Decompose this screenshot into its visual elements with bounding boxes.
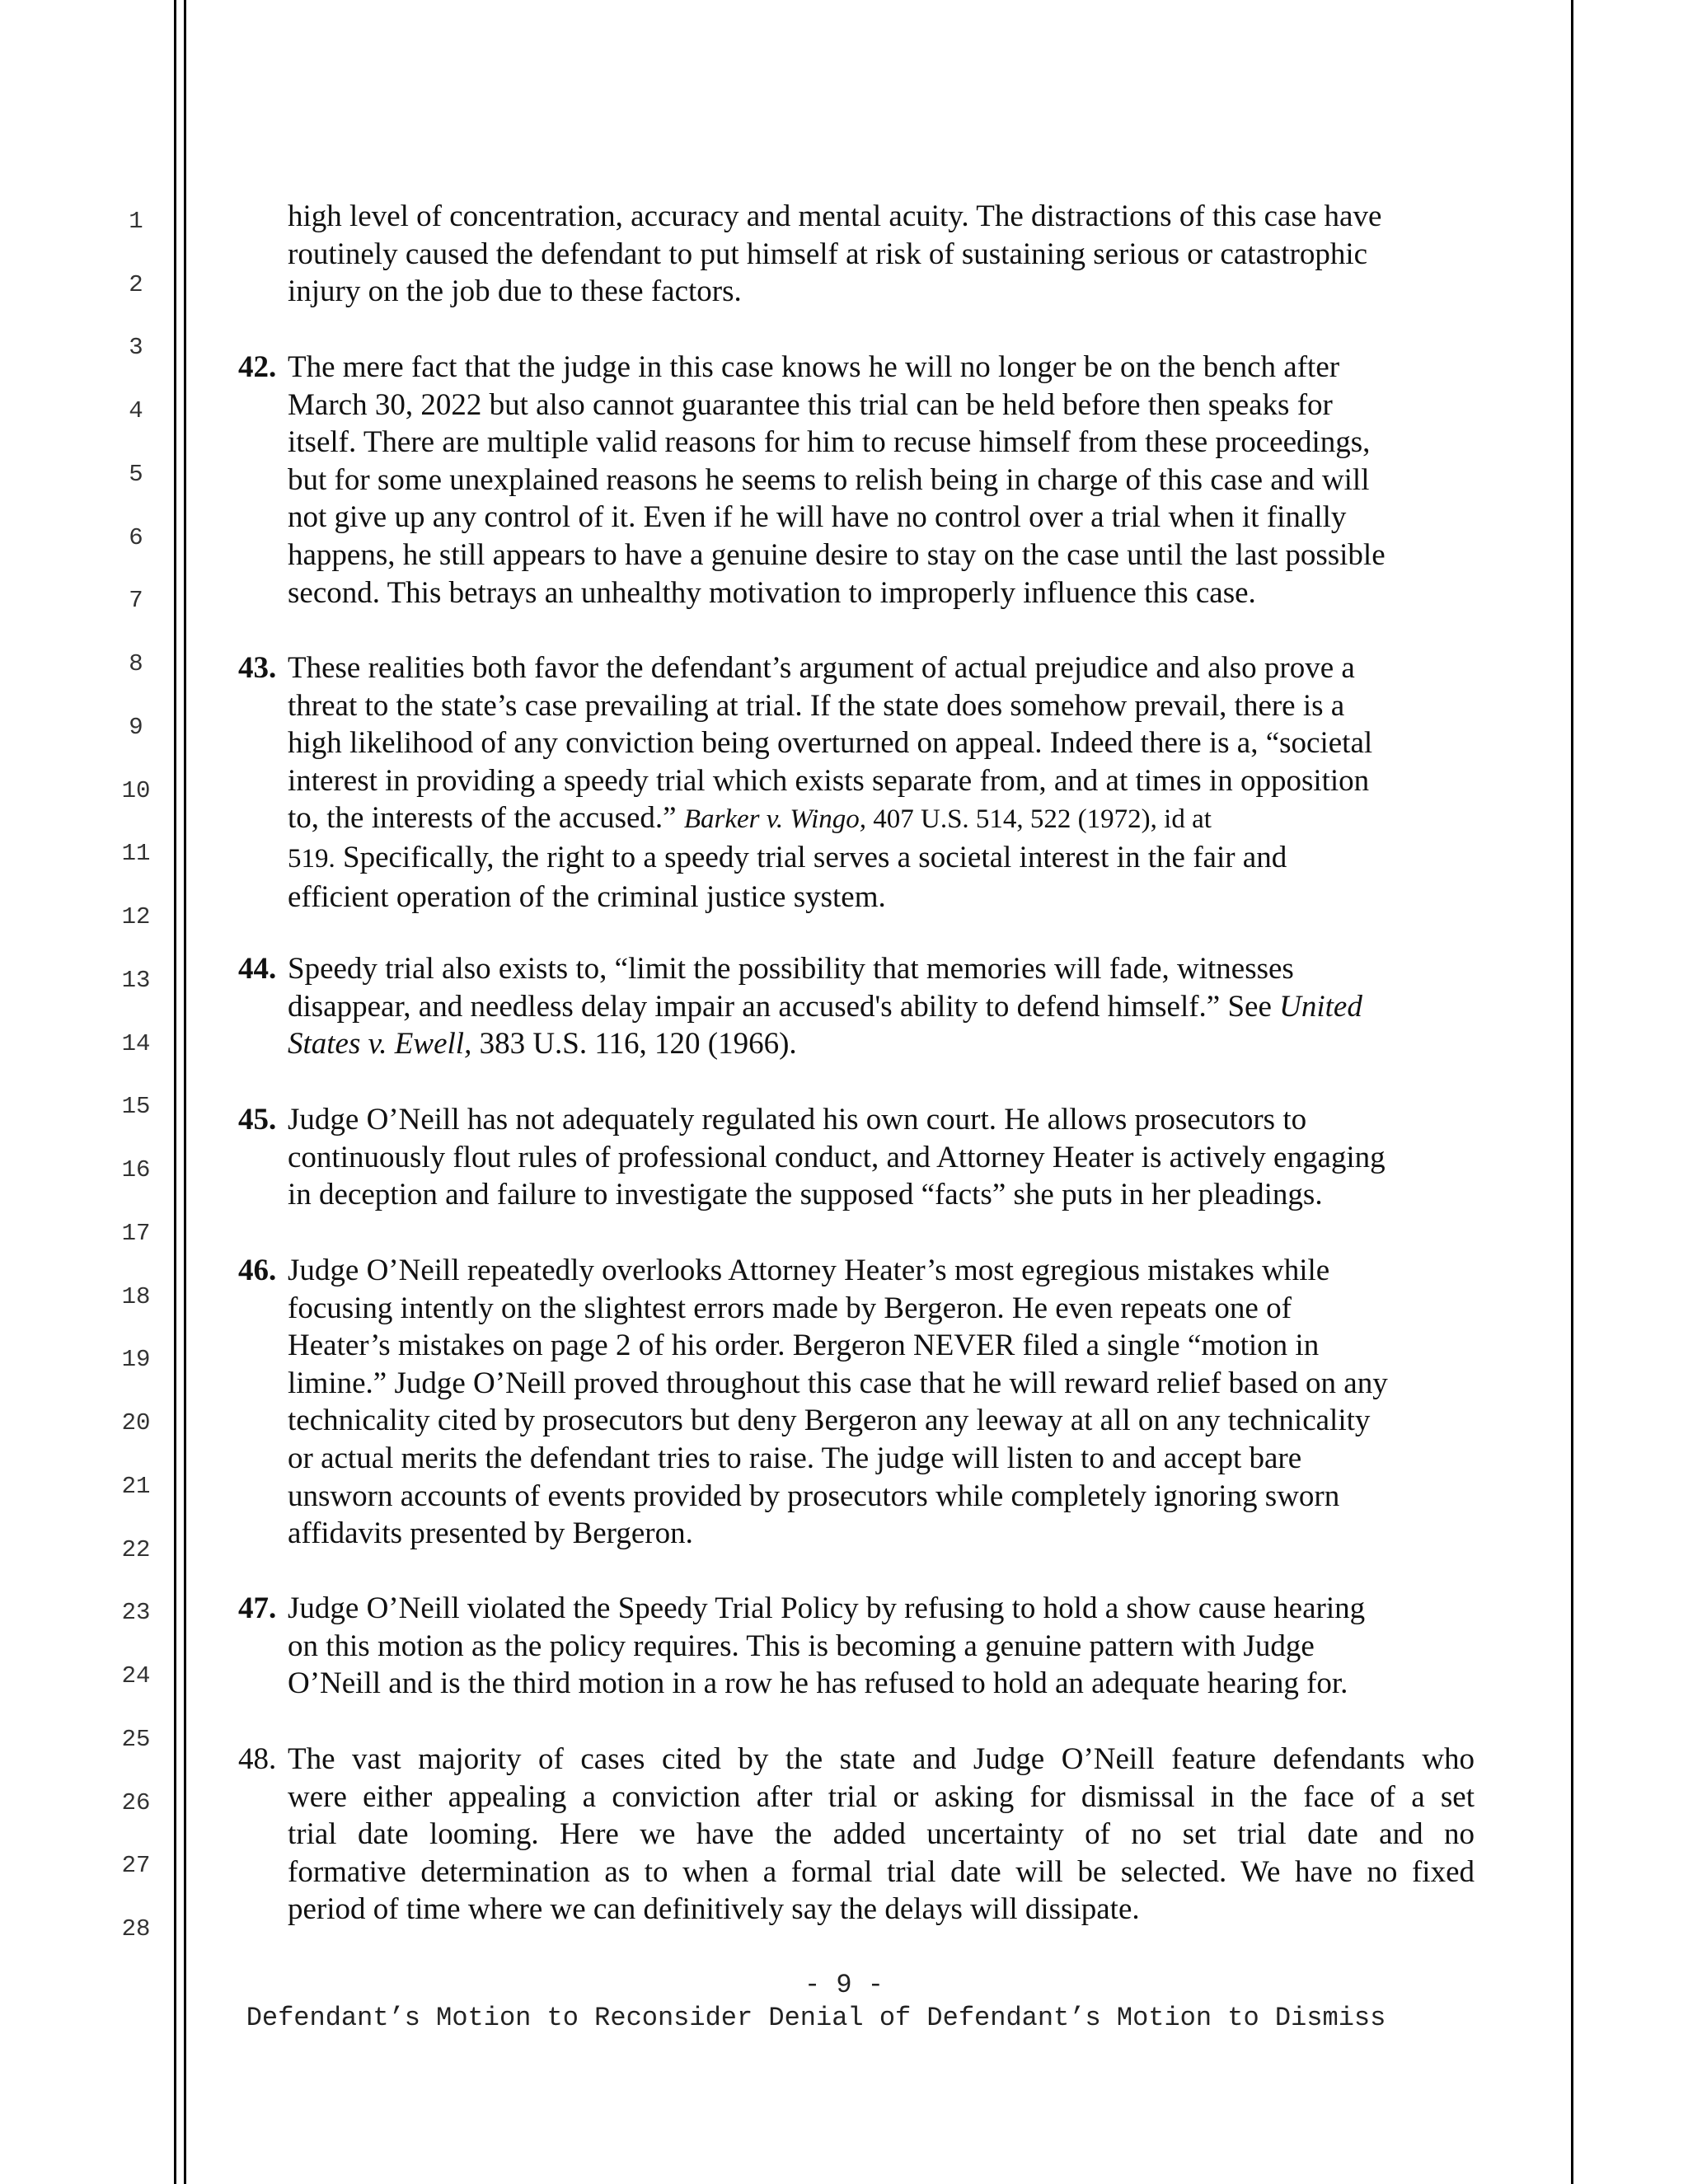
text-line: happens, he still appears to have a genuine desire to stay on the case until the last possible [288,537,1386,572]
left-margin-rule-outer [174,0,176,2184]
text-line: formative determination as to when a formal trial date will be selected. We have no fixed [288,1854,1475,1889]
line-number: 20 [121,1409,151,1436]
paragraph-42 [238,349,1475,612]
line-number: 25 [121,1726,151,1753]
text-line: technicality cited by prosecutors but deny Bergeron any leeway at all on any technicality [288,1404,1371,1438]
left-margin-rule-inner [184,0,186,2184]
line-number: 23 [121,1599,151,1626]
line-number: 12 [121,903,151,930]
text-line: routinely caused the defendant to put himself at risk of sustaining serious or catastrophic [288,237,1368,271]
line-number: 6 [129,524,143,551]
line-number: 5 [129,461,143,488]
case-citation: 407 U.S. 514, 522 (1972), id at [866,804,1212,835]
paragraph-number: 45. [238,1103,277,1137]
text-line: interest in providing a speedy trial which exists separate from, and at times in opposition [288,763,1370,798]
text-line: high likelihood of any conviction being overturned on appeal. Indeed there is a, “societal [288,726,1373,761]
paragraph-number: 46. [238,1254,277,1287]
line-number: 14 [121,1030,151,1057]
continuation-paragraph [238,198,1475,311]
line-number: 2 [129,271,143,298]
text-line: itself. There are multiple valid reasons for him to recuse himself from these proceedings, [288,425,1371,460]
body-text: Specifically, the right to a speedy trial serves a societal interest in the fair and [335,840,1287,874]
text-line: The mere fact that the judge in this case knows he will no longer be on the bench after [288,350,1340,384]
line-number: 11 [121,840,151,867]
paragraph-45 [238,1101,1475,1214]
line-number: 8 [129,650,143,677]
text-line: not give up any control of it. Even if he will have no control over a trial when it finally [288,500,1347,535]
line-number: 27 [121,1852,151,1879]
text-line: Judge O’Neill violated the Speedy Trial Policy by refusing to hold a show cause hearing [288,1591,1366,1625]
line-number: 9 [129,714,143,741]
document-footer-title: Defendant’s Motion to Reconsider Denial of Defendant’s Motion to Dismiss [246,2003,1386,2033]
text-line [238,839,1475,879]
paragraph-number: 44. [238,952,277,986]
case-citation: 519. [288,843,335,874]
paragraph-48 [238,1741,1475,1929]
text-line: Heater’s mistakes on page 2 of his order. Bergeron NEVER filed a single “motion in [288,1329,1320,1363]
line-number: 10 [121,777,151,804]
line-number: 28 [121,1915,151,1943]
text-line: trial date looming. Here we have the added uncertainty of no set trial date and no [288,1817,1475,1852]
text-line: were either appealing a conviction after trial or asking for dismissal in the face of a set [288,1779,1475,1814]
line-number: 1 [129,208,143,235]
text-line: March 30, 2022 but also cannot guarantee this trial can be held before then speaks for [288,387,1333,422]
line-number: 19 [121,1346,151,1373]
text-line: injury on the job due to these factors. [288,274,742,309]
text-line: period of time where we can definitively say the delays will dissipate. [288,1892,1140,1927]
text-line: but for some unexplained reasons he seems to relish being in charge of this case and will [288,462,1370,497]
case-name: States v. Ewell, [288,1027,472,1062]
quote-text: to, the interests of the accused.” [288,801,684,836]
line-number: 7 [129,587,143,614]
text-line: These realities both favor the defendant’s argument of actual prejudice and also prove a [288,651,1355,685]
text-line: continuously flout rules of professional conduct, and Attorney Heater is actively engaging [288,1140,1386,1174]
case-name: United [1279,989,1362,1024]
text-line: threat to the state’s case prevailing at trial. If the state does somehow prevail, there is a [288,688,1345,723]
line-number: 26 [121,1789,151,1816]
text-line: The vast majority of cases cited by the state and Judge O’Neill feature defendants who [288,1742,1475,1776]
text-line: or actual merits the defendant tries to raise. The judge will listen to and accept bare [288,1441,1302,1475]
text-line: affidavits presented by Bergeron. [288,1516,693,1551]
paragraph-46 [238,1252,1475,1553]
paragraph-number: 47. [238,1591,277,1625]
line-number: 17 [121,1220,151,1247]
text-line: on this motion as the policy requires. This is becoming a genuine pattern with Judge [288,1629,1315,1663]
text-line: second. This betrays an unhealthy motivation to improperly influence this case. [288,575,1256,610]
paragraph-number: 48. [238,1742,277,1776]
paragraph-44 [238,950,1475,1063]
line-number: 13 [121,967,151,994]
text-line: efficient operation of the criminal justice system. [288,879,886,914]
text-line [238,988,1475,1026]
paragraph-47 [238,1590,1475,1703]
line-number: 15 [121,1093,151,1120]
text-line: focusing intently on the slightest errors made by Bergeron. He even repeats one of [288,1291,1292,1325]
page-number: - 9 - [804,1970,884,2000]
text-line [238,799,1475,839]
text-line: high level of concentration, accuracy and mental acuity. The distractions of this case have [288,199,1382,233]
paragraph-43 [238,649,1475,916]
paragraph-number: 43. [238,651,277,685]
text-line: unsworn accounts of events provided by prosecutors while completely ignoring sworn [288,1479,1340,1513]
line-number: 21 [121,1473,151,1500]
body-text: disappear, and needless delay impair an accused's ability to defend himself.” See [288,989,1280,1024]
line-number: 16 [121,1156,151,1183]
text-line [238,1025,1475,1063]
line-number: 22 [121,1536,151,1563]
case-citation: 383 U.S. 116, 120 (1966). [471,1027,797,1062]
text-line: Judge O’Neill repeatedly overlooks Attorney Heater’s most egregious mistakes while [288,1254,1330,1287]
line-number: 4 [129,397,143,424]
line-number: 18 [121,1283,151,1310]
case-name: Barker v. Wingo, [683,804,866,835]
line-number: 24 [121,1662,151,1690]
text-line: O’Neill and is the third motion in a row he has refused to hold an adequate hearing for. [288,1666,1348,1701]
line-number: 3 [129,334,143,361]
text-line: Speedy trial also exists to, “limit the possibility that memories will fade, witnesses [288,952,1294,986]
text-line: limine.” Judge O’Neill proved throughout this case that he will reward relief based on any [288,1366,1388,1400]
paragraph-number: 42. [238,350,277,384]
right-margin-rule [1571,0,1573,2184]
text-line: Judge O’Neill has not adequately regulated his own court. He allows prosecutors to [288,1103,1307,1137]
text-line: in deception and failure to investigate the supposed “facts” she puts in her pleadings. [288,1178,1323,1212]
